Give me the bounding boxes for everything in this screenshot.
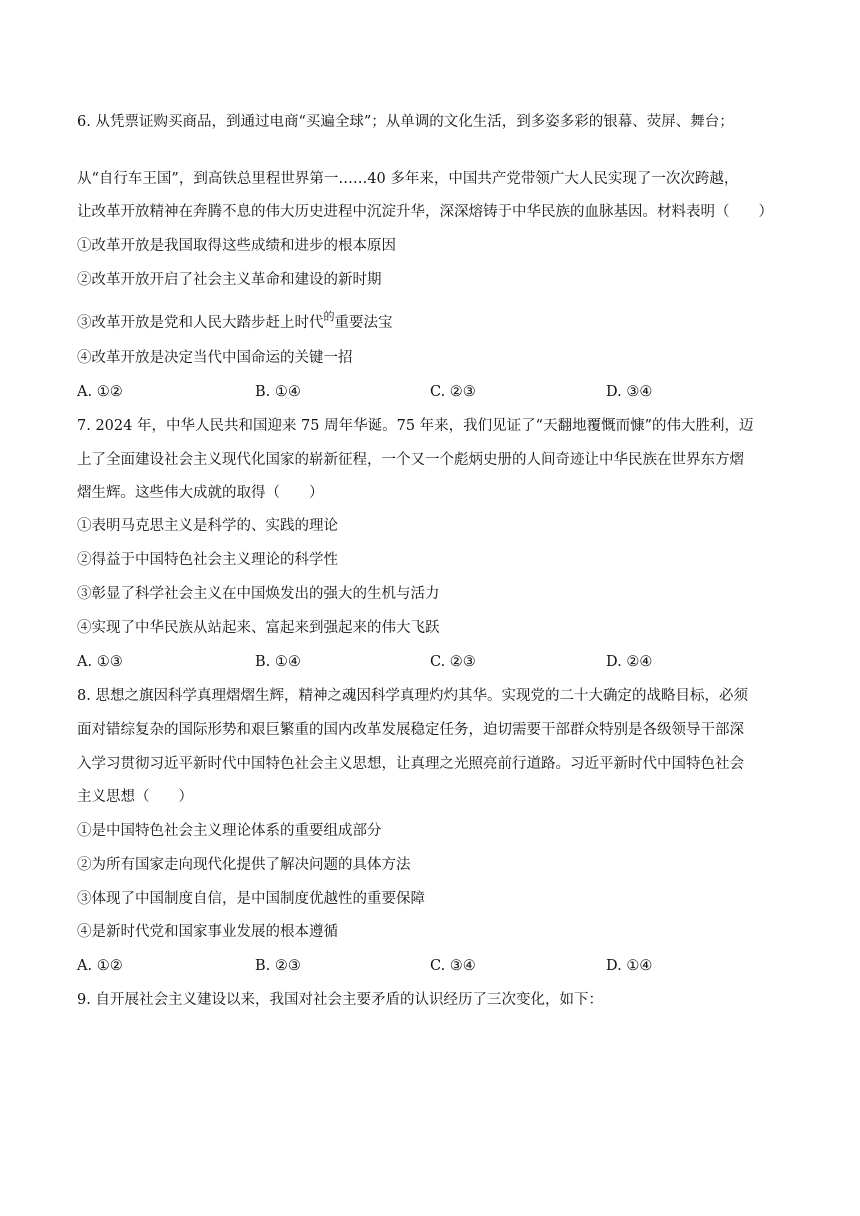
q7-statement-1: ①表明马克思主义是科学的、实践的理论 bbox=[77, 518, 338, 534]
q8-stem-line-4: 主义思想（ ） bbox=[77, 789, 193, 805]
q7-stem-line-3: 熠生辉。这些伟大成就的取得（ ） bbox=[77, 485, 324, 501]
q7-option-a[interactable]: A. ①③ bbox=[77, 654, 123, 670]
q8-stem-line-2: 面对错综复杂的国际形势和艰巨繁重的国内改革发展稳定任务，迫切需要干部群众特别是各级领导干部深 bbox=[77, 722, 744, 738]
q6-option-b[interactable]: B. ①④ bbox=[255, 384, 301, 400]
q6-stem-line-1: 6. 从凭票证购买商品，到通过电商“买遍全球”；从单调的文化生活，到多姿多彩的银幕、荧屏、舞台； bbox=[77, 114, 734, 130]
q6-statement-3-part-b: 重要法宝 bbox=[334, 315, 393, 331]
q8-statement-4: ④是新时代党和国家事业发展的根本遵循 bbox=[77, 924, 338, 940]
q6-stem-line-3: 让改革开放精神在奔腾不息的伟大历史进程中沉淀升华，深深熔铸于中华民族的血脉基因。材料表明（ ） bbox=[77, 204, 773, 220]
q7-option-c[interactable]: C. ②③ bbox=[430, 654, 476, 670]
q7-statement-4: ④实现了中华民族从站起来、富起来到强起来的伟大飞跃 bbox=[77, 620, 440, 636]
q8-option-c[interactable]: C. ③④ bbox=[430, 958, 476, 974]
q6-option-c[interactable]: C. ②③ bbox=[430, 384, 476, 400]
q8-statement-2: ②为所有国家走向现代化提供了解决问题的具体方法 bbox=[77, 857, 411, 873]
q9-stem-line-1: 9. 自开展社会主义建设以来，我国对社会主要矛盾的认识经历了三次变化，如下： bbox=[77, 992, 603, 1008]
q7-stem-line-1: 7. 2024 年，中华人民共和国迎来 75 周年华诞。75 年来，我们见证了“天翻地覆慨而慷”的伟大胜利，迈 bbox=[77, 418, 754, 434]
q8-stem-line-1: 8. 思想之旗因科学真理熠熠生辉，精神之魂因科学真理灼灼其华。实现党的二十大确定的战略目标，必须 bbox=[77, 688, 748, 704]
q8-option-b[interactable]: B. ②③ bbox=[255, 958, 301, 974]
q6-statement-2: ②改革开放开启了社会主义革命和建设的新时期 bbox=[77, 272, 382, 288]
q6-option-d[interactable]: D. ③④ bbox=[606, 384, 653, 400]
q7-option-b[interactable]: B. ①④ bbox=[255, 654, 301, 670]
q6-stem-line-2: 从“自行车王国”，到高铁总里程世界第一……40 多年来，中国共产党带领广大人民实现了一次次跨越， bbox=[77, 171, 739, 187]
q6-option-a[interactable]: A. ①② bbox=[77, 384, 123, 400]
q7-stem-line-2: 上了全面建设社会主义现代化国家的崭新征程，一个又一个彪炳史册的人间奇迹让中华民族在世界东方熠 bbox=[77, 452, 744, 468]
q6-statement-1: ①改革开放是我国取得这些成绩和进步的根本原因 bbox=[77, 238, 396, 254]
q6-statement-3-raised-char: 的 bbox=[323, 310, 335, 323]
q8-option-d[interactable]: D. ①④ bbox=[606, 958, 653, 974]
q6-statement-3 bbox=[77, 310, 393, 334]
q6-statement-3-part-a: ③改革开放是党和人民大踏步赶上时代 bbox=[77, 315, 324, 331]
q7-option-d[interactable]: D. ②④ bbox=[606, 654, 653, 670]
q8-statement-3: ③体现了中国制度自信，是中国制度优越性的重要保障 bbox=[77, 891, 425, 907]
q8-stem-line-3: 入学习贯彻习近平新时代中国特色社会主义思想，让真理之光照亮前行道路。习近平新时代中国特色社会 bbox=[77, 756, 744, 772]
q7-statement-2: ②得益于中国特色社会主义理论的科学性 bbox=[77, 552, 338, 568]
q8-option-a[interactable]: A. ①② bbox=[77, 958, 123, 974]
q6-statement-4: ④改革开放是决定当代中国命运的关键一招 bbox=[77, 350, 353, 366]
q8-statement-1: ①是中国特色社会主义理论体系的重要组成部分 bbox=[77, 823, 382, 839]
q7-statement-3: ③彰显了科学社会主义在中国焕发出的强大的生机与活力 bbox=[77, 586, 440, 602]
